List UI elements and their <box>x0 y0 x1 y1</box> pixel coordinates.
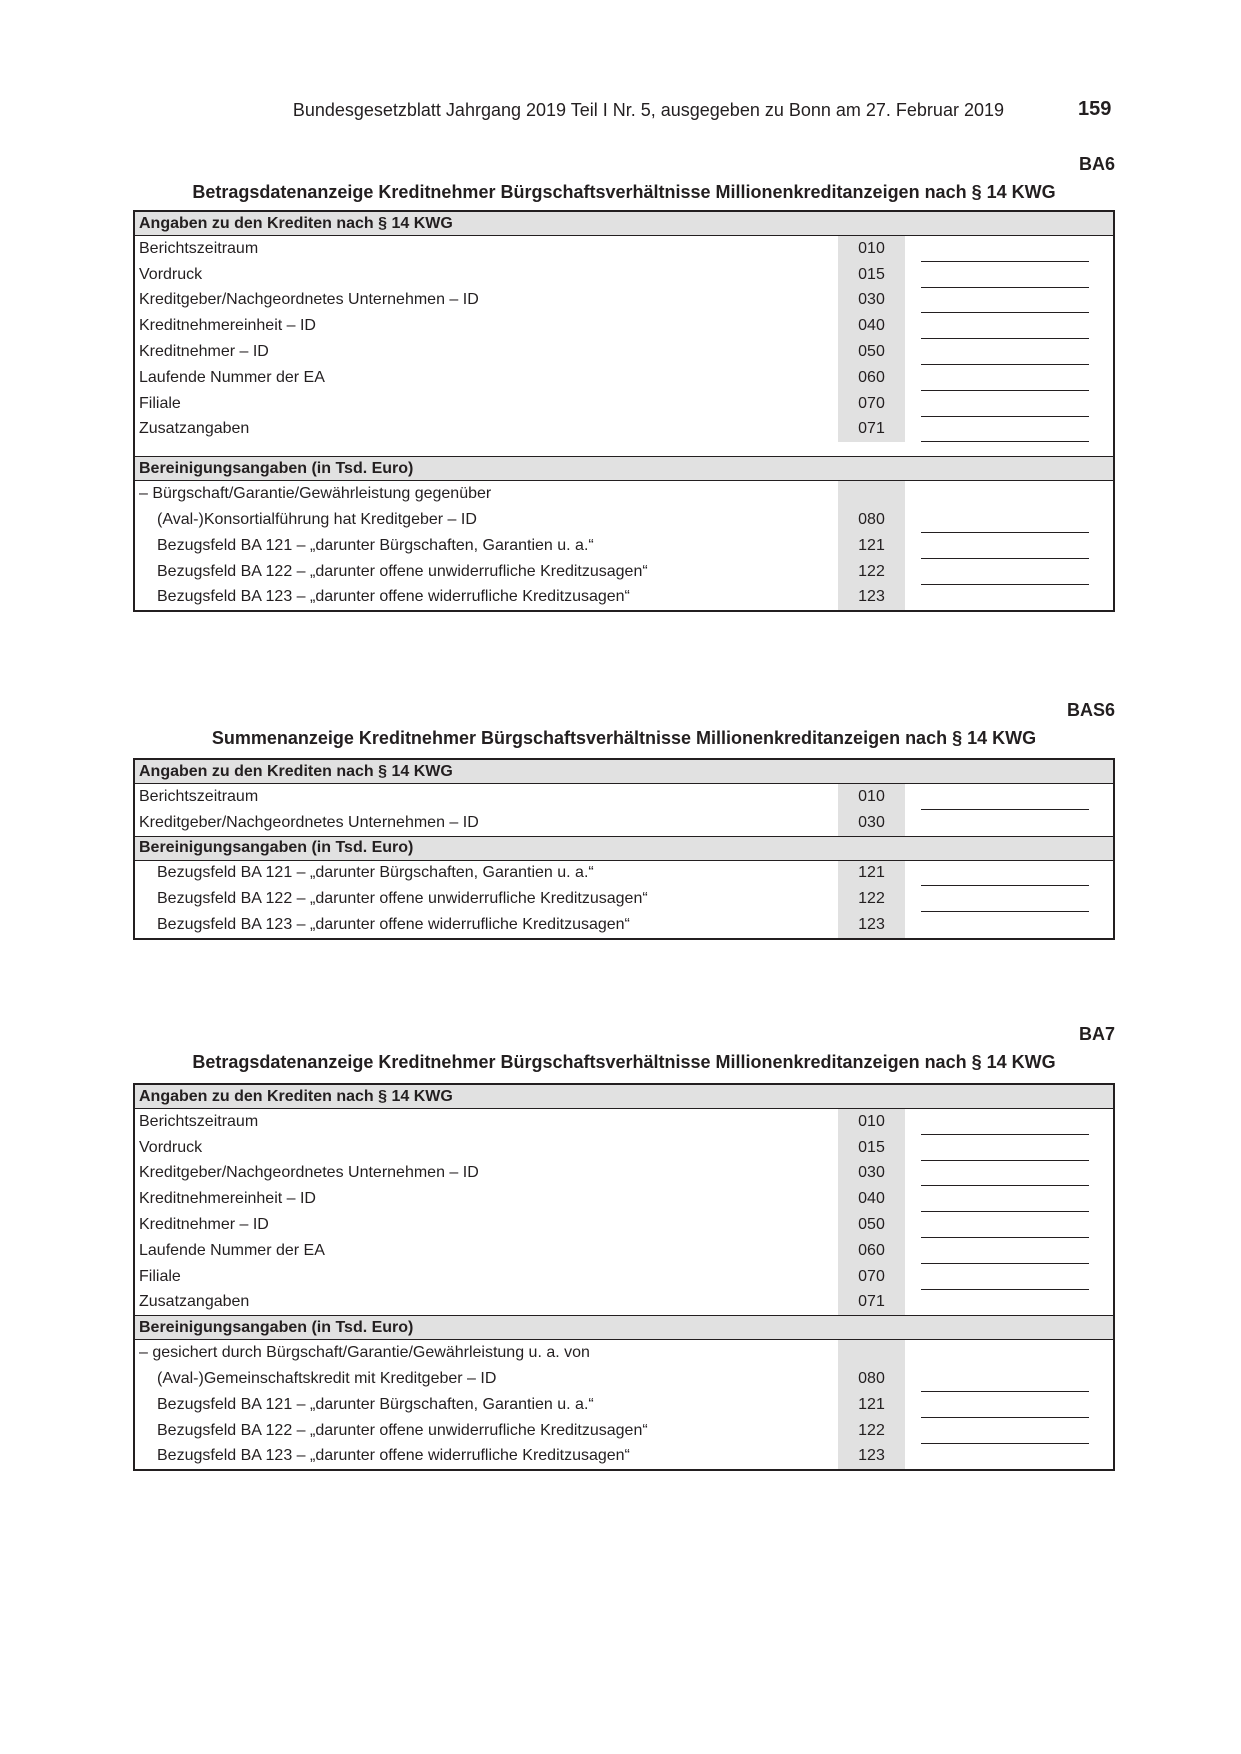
field-label: Bezugsfeld BA 123 – „darunter offene widerrufliche Kreditzusagen“ <box>157 588 630 606</box>
field-label: Bezugsfeld BA 123 – „darunter offene widerrufliche Kreditzusagen“ <box>157 1447 630 1465</box>
field-code <box>838 1340 905 1366</box>
field-label: Kreditgeber/Nachgeordnetes Unternehmen – ID <box>139 291 479 309</box>
form-row <box>134 1161 1114 1187</box>
field-code: 070 <box>838 1264 905 1290</box>
entry-cell <box>905 912 1114 939</box>
field-code: 010 <box>838 784 905 810</box>
form-row <box>134 236 1114 262</box>
field-code: 071 <box>838 1290 905 1316</box>
field-code: 122 <box>838 886 905 912</box>
field-code: 030 <box>838 288 905 314</box>
field-label: Zusatzangaben <box>139 1293 250 1311</box>
field-code: 122 <box>838 559 905 585</box>
form-row <box>134 585 1114 612</box>
running-head: Bundesgesetzblatt Jahrgang 2019 Teil I Nr. 5, ausgegeben zu Bonn am 27. Februar 2019 <box>292 100 1004 120</box>
form-row <box>134 262 1114 288</box>
form-row <box>134 313 1114 339</box>
section-intro: – Bürgschaft/Garantie/Gewährleistung gegenüber <box>139 485 492 503</box>
field-label: Kreditnehmer – ID <box>139 1216 269 1234</box>
form-row <box>134 507 1114 533</box>
form-row <box>134 1340 1114 1366</box>
form-code: BA7 <box>1078 1024 1115 1044</box>
entry-line[interactable] <box>905 533 1114 559</box>
field-label: Berichtszeitraum <box>139 787 259 805</box>
entry-line[interactable] <box>905 1135 1114 1161</box>
section-header: Bereinigungsangaben (in Tsd. Euro) <box>134 836 1114 860</box>
field-label: (Aval-)Gemeinschaftskredit mit Kreditgeber – ID <box>157 1370 497 1388</box>
field-code: 070 <box>838 391 905 417</box>
entry-line[interactable] <box>905 1212 1114 1238</box>
form-row <box>134 1418 1114 1444</box>
field-code: 122 <box>838 1418 905 1444</box>
field-label: Bezugsfeld BA 121 – „darunter Bürgschaften, Garantien u. a.“ <box>157 1395 594 1413</box>
entry-line[interactable] <box>905 339 1114 365</box>
entry-cell <box>905 585 1114 612</box>
entry-line[interactable] <box>905 1418 1114 1444</box>
field-label: Bezugsfeld BA 122 – „darunter offene unwiderrufliche Kreditzusagen“ <box>157 562 648 580</box>
field-label: Vordruck <box>139 265 203 283</box>
page-number: 159 <box>1078 98 1112 120</box>
form-row <box>134 1186 1114 1212</box>
form-row <box>134 481 1114 507</box>
entry-line[interactable] <box>905 288 1114 314</box>
field-label: Bezugsfeld BA 122 – „darunter offene unwiderrufliche Kreditzusagen“ <box>157 1421 648 1439</box>
form-row <box>134 339 1114 365</box>
form-row <box>134 1392 1114 1418</box>
form-title: Betragsdatenanzeige Kreditnehmer Bürgschaftsverhältnisse Millionenkreditanzeigen nach § 14 KWG <box>192 1052 1056 1072</box>
field-label: Kreditnehmereinheit – ID <box>139 317 316 335</box>
field-label: Berichtszeitraum <box>139 239 259 257</box>
entry-line[interactable] <box>905 236 1114 262</box>
entry-cell <box>905 1290 1114 1316</box>
form-row <box>134 784 1114 810</box>
field-code: 080 <box>838 1366 905 1392</box>
field-label: Laufende Nummer der EA <box>139 368 325 386</box>
field-code: 015 <box>838 1135 905 1161</box>
entry-line[interactable] <box>905 1186 1114 1212</box>
form-row <box>134 810 1114 836</box>
section-intro: – gesichert durch Bürgschaft/Garantie/Gewährleistung u. a. von <box>139 1344 590 1362</box>
field-code: 050 <box>838 339 905 365</box>
field-code: 040 <box>838 1186 905 1212</box>
form-row <box>134 1238 1114 1264</box>
entry-line[interactable] <box>905 1238 1114 1264</box>
field-label: Kreditnehmer – ID <box>139 343 269 361</box>
field-label: Berichtszeitraum <box>139 1112 259 1130</box>
field-code: 010 <box>838 236 905 262</box>
field-code: 123 <box>838 1444 905 1471</box>
field-code: 121 <box>838 1392 905 1418</box>
field-label: Filiale <box>139 394 181 412</box>
field-code <box>838 481 905 507</box>
form-code: BAS6 <box>1066 700 1115 720</box>
field-label: (Aval-)Konsortialführung hat Kreditgeber – ID <box>157 511 477 529</box>
form-row <box>134 1366 1114 1392</box>
form-title: Betragsdatenanzeige Kreditnehmer Bürgschaftsverhältnisse Millionenkreditanzeigen nach § 14 KWG <box>192 182 1056 202</box>
form-row <box>134 1264 1114 1290</box>
field-code: 123 <box>838 912 905 939</box>
entry-cell <box>905 1444 1114 1471</box>
field-label: Kreditgeber/Nachgeordnetes Unternehmen – ID <box>139 813 479 831</box>
entry-line[interactable] <box>905 886 1114 912</box>
form-table <box>133 1083 1115 1471</box>
entry-line[interactable] <box>905 507 1114 533</box>
entry-line[interactable] <box>905 391 1114 417</box>
field-code: 121 <box>838 860 905 886</box>
field-label: Bezugsfeld BA 123 – „darunter offene widerrufliche Kreditzusagen“ <box>157 916 630 934</box>
entry-line[interactable] <box>905 262 1114 288</box>
form-row <box>134 886 1114 912</box>
field-label: Laufende Nummer der EA <box>139 1241 325 1259</box>
entry-line[interactable] <box>905 365 1114 391</box>
field-code: 071 <box>838 417 905 443</box>
entry-line[interactable] <box>905 559 1114 585</box>
field-code: 121 <box>838 533 905 559</box>
field-code: 060 <box>838 1238 905 1264</box>
field-code: 050 <box>838 1212 905 1238</box>
form-table <box>133 210 1115 612</box>
form-row <box>134 1109 1114 1135</box>
form-row <box>134 912 1114 939</box>
field-label: Zusatzangaben <box>139 420 250 438</box>
section-header: Angaben zu den Krediten nach § 14 KWG <box>134 759 1114 784</box>
field-label: Vordruck <box>139 1138 203 1156</box>
field-label: Kreditnehmereinheit – ID <box>139 1190 316 1208</box>
entry-cell <box>905 810 1114 836</box>
section-header: Bereinigungsangaben (in Tsd. Euro) <box>134 1316 1114 1340</box>
form-row <box>134 1444 1114 1471</box>
entry-line[interactable] <box>905 1161 1114 1187</box>
section-header: Bereinigungsangaben (in Tsd. Euro) <box>134 457 1114 481</box>
form-row <box>134 288 1114 314</box>
entry-line[interactable] <box>905 1264 1114 1290</box>
entry-line[interactable] <box>905 1392 1114 1418</box>
form-code: BA6 <box>1078 154 1115 174</box>
form-title: Summenanzeige Kreditnehmer Bürgschaftsverhältnisse Millionenkreditanzeigen nach § 14 KWG <box>211 728 1037 748</box>
form-row <box>134 1135 1114 1161</box>
section-header: Angaben zu den Krediten nach § 14 KWG <box>134 1084 1114 1109</box>
entry-line[interactable] <box>905 1366 1114 1392</box>
entry-line[interactable] <box>905 313 1114 339</box>
field-code: 060 <box>838 365 905 391</box>
form-row <box>134 417 1114 443</box>
field-code: 080 <box>838 507 905 533</box>
entry-line[interactable] <box>905 1109 1114 1135</box>
form-row <box>134 559 1114 585</box>
entry-line[interactable] <box>905 784 1114 810</box>
form-row <box>134 860 1114 886</box>
field-label: Bezugsfeld BA 121 – „darunter Bürgschaften, Garantien u. a.“ <box>157 536 594 554</box>
field-label: Filiale <box>139 1267 181 1285</box>
form-row <box>134 391 1114 417</box>
field-label: Kreditgeber/Nachgeordnetes Unternehmen – ID <box>139 1164 479 1182</box>
form-row <box>134 533 1114 559</box>
section-header: Angaben zu den Krediten nach § 14 KWG <box>134 211 1114 236</box>
field-label: Bezugsfeld BA 121 – „darunter Bürgschaften, Garantien u. a.“ <box>157 864 594 882</box>
field-code: 030 <box>838 1161 905 1187</box>
field-code: 030 <box>838 810 905 836</box>
form-row <box>134 365 1114 391</box>
entry-line[interactable] <box>905 860 1114 886</box>
field-code: 123 <box>838 585 905 612</box>
spacer-row <box>134 442 1114 457</box>
field-label: Bezugsfeld BA 122 – „darunter offene unwiderrufliche Kreditzusagen“ <box>157 890 648 908</box>
field-code: 010 <box>838 1109 905 1135</box>
form-row <box>134 1212 1114 1238</box>
entry-line[interactable] <box>905 417 1114 443</box>
field-code: 040 <box>838 313 905 339</box>
form-row <box>134 1290 1114 1316</box>
form-table <box>133 758 1115 940</box>
field-code: 015 <box>838 262 905 288</box>
